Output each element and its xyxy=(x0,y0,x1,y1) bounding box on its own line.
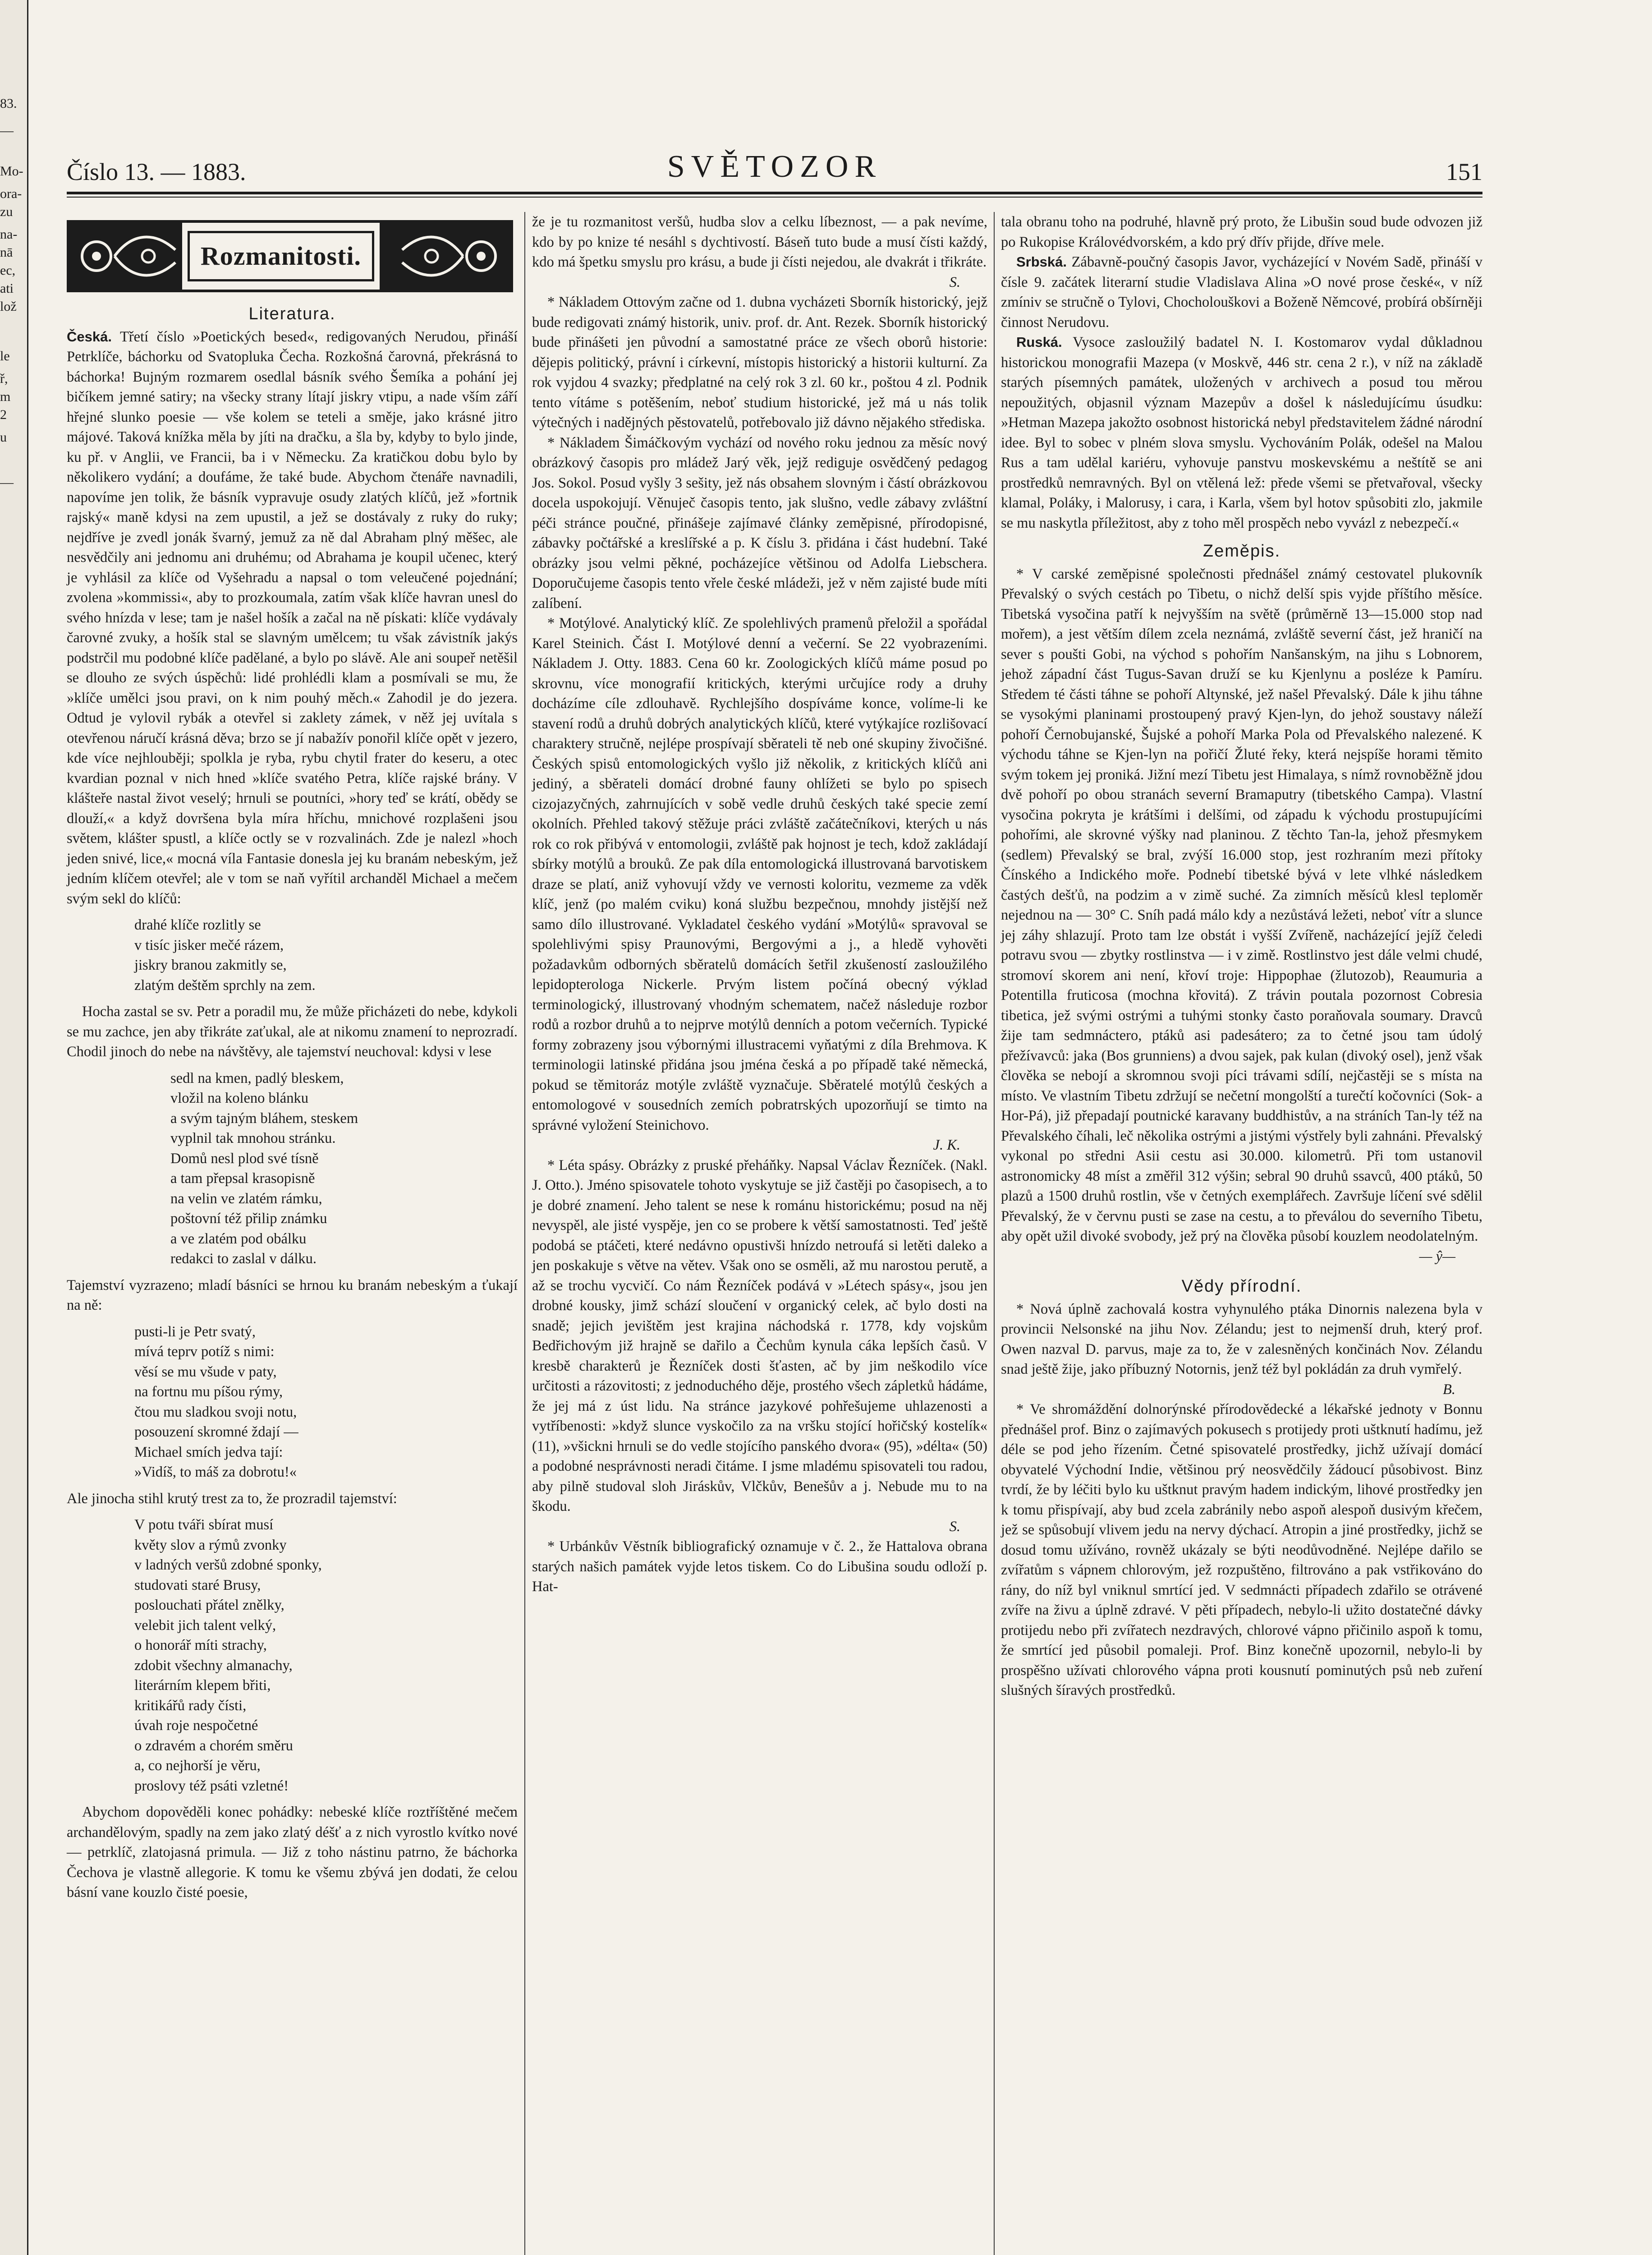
section-banner xyxy=(67,220,513,292)
edge-fragment: — xyxy=(0,475,14,490)
poem-line: proslovy též psáti vzletné! xyxy=(134,1777,289,1794)
edge-fragment: ř, xyxy=(0,371,8,386)
poem-block xyxy=(67,1515,518,1796)
article-lead: Ruská. xyxy=(1016,334,1062,350)
edge-fragment: lož xyxy=(0,299,17,314)
floral-ornament-icon xyxy=(380,223,510,290)
article-text: Vysoce zasloužilý badatel N. I. Kostomarov vydal důkladnou historickou monografii Mazepa (v Moskvě, 446 str. cena 2 r.), v níž na základě starých písemných památek, uložených v archivech a posud tou měrou nepoužitých, objasnil význam Mazepův a došel k následujícímu úsudku: »Hetman Mazepa jakožto osobnost historická nebyl představitelem žádné národní idee. Byl to sobec v plném slova smyslu. Vychováním Polák, odešel na Malou Rus a tam udělal kariéru, vyhovuje panstvu moskevskému a neštítě se ani prostředků nemravných. Byl on vtělená lež: přede všemi se přetvařoval, všecky klamal, Poláky, i Malorusy, i cara, i Karla, všem byl hotov spůsobiti zlo, jakmile se mu naskytla příležitost, aby z toho měl prospěch nebo vyvázl z nebezpečí.« xyxy=(1001,334,1482,531)
poem-line: V potu tváři sbírat musí xyxy=(134,1517,274,1533)
newspaper-page xyxy=(45,0,1652,2255)
author-signature: — ŷ— xyxy=(1419,1248,1455,1265)
poem-line: »Vidíš, to máš za dobrotu!« xyxy=(134,1464,297,1480)
poem-line: Michael smích jedva tají: xyxy=(134,1444,283,1460)
edge-fragment: nā xyxy=(0,245,13,260)
edge-fragment: na- xyxy=(0,227,18,242)
poem-line: Domů nesl plod své tísně xyxy=(170,1150,319,1167)
section-heading-zemepis: Zeměpis. xyxy=(1202,542,1281,561)
article-sbornik: * Nákladem Ottovým začne od 1. dubna vycházeti Sborník historický, jejž bude redigovati známý historik, univ. prof. dr. Ant. Rezek. Sborník historický bude přinášeti jen původní a samostatné práce ze všech oborů historie: dějepis politický, právní i církevní, místopis historický a historii kulturní. Za rok vyjdou 4 svazky; předplatné na celý rok 3 zl. 60 kr., poštou 4 zl. Podnik tento vítáme s potěšením, neboť studium historické, jež má u nás tolik výtečných i nadějných pěstovatelů, potřebovalo již dávno nějakého střediska. xyxy=(532,294,987,431)
author-signature: S. xyxy=(949,1518,960,1535)
edge-fragment: — xyxy=(0,123,14,138)
section-title: Rozmanitosti. xyxy=(188,231,374,281)
poem-line: a, co nejhorší je věru, xyxy=(134,1758,261,1774)
article-text: Třetí číslo »Poetických besed«, redigovaných Nerudou, přináší Petrklíče, báchorku od Svatopluka Čecha. Rozkošná čarovná, překrásná to báchorka! Bujným rozmarem osedlal básník svého Šemíka a pohání jej bičíkem jemné satiry; na všecky strany lítají jiskry vtipu, a nade vším září hřejné slunko poesie — vše kolem se teteli a směje, jako krásné jitro májové. Taková knížka měla by jíti na dračku, a šla by, kdyby to bylo jinde, ku př. v Anglii, ve Francii, ba i v Německu. Za kratičkou dobu bylo by několikero vydání; a doufáme, že také bude. Abychom čtenáře navnadili, napovíme jen tolik, že básník vypravuje osudy zlatých klíčů, jež »fortnik rajský« maně kdysi na zem upustil, a jež se dostávaly z ruky do ruky; nejdříve je zvedl jonák švarný, jemuž za ně dal Abraham plný měšec, ale nesvědčily ani jednomu ani druhému; od Abrahama je koupil učenec, který je vyhlásil za klíče od Vyšehradu a napsal o tom veleučené pojednání; zvolena »kommissi«, aby to prozkoumala, zatím však klíče havran unesl do svého hnízda v lese; tam je našel hošík a začal na ně pískati: klíče vydávaly čarovné zvuky, a hošík stal se slavným umělcem; tu však závistník jakýs podstrčil mu podobné klíče padělané, a bylo po slávě. Ale ani soupeř netěšil se dlouho ze svých úspěchů: lidé prohlédli klam a posmívali se mu, že »klíče umělci jsou pravi, on k nim pouhý měch.« Zahodil je do jezera. Odtud je vylovil rybák a otevřel si zaklety zámek, v něž jej uvítala s otevřenou náručí krásná děva; brzo se jí nabažív ponořil klíče opět v jezero, kde více nejhlouběji; spolkla je ryba, rybu chytil frater do keseru, a otec kvardian poznal v nich hned »klíče svatého Petra, klíče rajské brány. V klášteře nastal život veselý; hrnuli se poutníci, »hory teď se krátí, obědy se dlouží,« a když dovršena byla míra hříchu, mnichové rozplašeni jsou světem, klášter spustl, a klíče octly se v rozvalinách. Zde je nalezl »hoch jeden snivé, lice,« mocná víla Fantasie donesla jej ku branám nebeským, jež jedním klíčem otevřel; ale v tom se naň vyřítil archanděl Michael a mečem svým sekl do klíčů: xyxy=(67,328,518,907)
page-number: 151 xyxy=(1446,158,1482,185)
edge-fragment: m xyxy=(0,389,11,404)
column-1 xyxy=(67,212,518,1903)
masthead-title: SVĚTOZOR xyxy=(667,149,882,184)
poem-block xyxy=(67,1322,518,1482)
author-signature: B. xyxy=(1443,1381,1455,1398)
poem-line: jiskry branou zakmitly se, xyxy=(134,957,287,973)
poem-line: a ve zlatém pod obálku xyxy=(170,1230,307,1247)
poem-line: věsí se mu všude v paty, xyxy=(134,1363,277,1380)
article-srbska xyxy=(1001,252,1482,332)
column-divider xyxy=(524,212,525,2255)
paragraph: tala obranu toho na podruhé, hlavně prý proto, že Libušin soud bude odvozen již po Rukopise Královédvorském, a kdo prý dřív přijde, dříve mele. xyxy=(1001,214,1482,250)
section-heading-literatura: Literatura. xyxy=(248,304,336,323)
edge-fragment: ora- xyxy=(0,186,22,201)
article-ceska xyxy=(67,327,518,909)
poem-line: kritikářů rady čísti, xyxy=(134,1697,247,1714)
article-dinornis: * Nová úplně zachovalá kostra vyhynulého ptáka Dinornis nalezena byla v provincii Nelsonské na jihu Nov. Zélandu; jest to nejmenší druh, který prof. Owen nazval D. parvus, maje za to, že v zalesněných končinách Nov. Zélandu snad ještě žije, jako příbuzný Notornis, jenž též byl pokládán za druh vymřelý. xyxy=(1001,1301,1482,1377)
poem-line: vyplnil tak mnohou stránku. xyxy=(170,1130,336,1146)
section-heading-vedy: Vědy přírodní. xyxy=(1181,1277,1302,1296)
paragraph: Abychom dopověděli konec pohádky: nebeské klíče roztříštěné mečem archandělovým, spadly na zem jako zlatý déšť a z nich vyrostlo kvítko nové — petrklíč, zlatojasná primula. — Již z toho nástinu patrno, že báchorka Čechova je vlastně allegorie. K tomu ke všemu zbývá jen dodati, že celou básní vane kouzlo čisté poesie, xyxy=(67,1804,518,1901)
article-vestnik: * Urbánkův Věstník bibliografický oznamuje v č. 2., že Hattalova obrana starých našich památek vyjde letos tiskem. Co do Libušina soudu odloží p. Hat- xyxy=(532,1538,987,1595)
edge-fragment: 83. xyxy=(0,96,17,111)
poem-line: o honorář míti strachy, xyxy=(134,1637,267,1653)
author-signature: J. K. xyxy=(933,1137,960,1153)
poem-block xyxy=(67,915,518,995)
article-tibet: * V carské zeměpisné společnosti přednášel známý cestovatel plukovník Převalský o svých cestách po Tibetu, o nichž delší spis vyjde příštího měsíce. Tibetská vysočina patří k nejvyšším na světě (průměrně 13—15.000 stop nad mořem), a jest větším dílem zcela neznámá, zvláště severní část, jež hraničí na sever s poušti Gobi, na východ s pohořím Nanšanským, na jihu s Lobnorem, jehož západní část Tugus-Savan druží se ku Kjenlynu a posléze k Pamíru. Středem té části táhne se pohoří Altynské, jež našel Převalský. Dále k jihu táhne se vysokými planinami prostoupený pravý Kjen-lyn, do jehož soustavy náleží pohoří Černobujanské, Šujské a pohoří Marka Pola od Převalského nalezené. K východu táhne se Kjen-lyn na pořičí Žluté řeky, která nejspíše horami těmito svým tokem jej proniká. Jižní mezí Tibetu jest Himalaya, s nímž rovnoběžně jdou dvě pohoří po obou stranách severní Bramaputry (tibetského Campa). Vlastní vysočina pokryta je krátšími i delšími, od západu k východu prostupujícími pohořími, ale skrovné výšky nad planinou. Z těchto Tan-la, jehož přesmykem (sedlem) Převalský se bral, zvýší 16.000 stop, jest rozhraním mezi přítoky Čínského a Indického moře. Podnebí tibetské bývá v lete vlhké následkem častých dešťů, na podzim a v zimě suché. Za zimních měsíců klesl teploměr nejednou na — 30° C. Sníh padá málo kdy a nezůstává ležeti, neboť vítr a slunce jej záhy shlazují. Proto tam lze obstát i vyšší Zvířeně, nacházející jejíž čeledi potravu svou — zbytky rostlinstva — i v zimě. Rostlinstvo jest dále velmi chudé, stromoví skorem ani není, křoví troje: Hippophae (žlutozob), Reaumuria a Potentilla fruticosa (mochna křovitá). Z trávin poutala pozornost Cobresia tibetica, jež svými ostrými a tuhými stonky často poraňovala soumary. Dravců žije tam sedmnácterо, ptáků asi padesátero; za to četné jsou tam údolý přežívavců: jaka (Bos grunniens) a dvou sajek, pak kulan (divoký osel), jenž však člověka se nebojí a skromnou svoji píci trávami sdílí, nejčastěji se s místa na místo. Ve vlastním Tibetu zdržují se nečetní mongolští a turečtí kočovníci (Sok- a Hor-Pá), již přepadají poutnické karavany buddhistův, a na stráních Tan-ly též na Převalského číhali, leč několika ostrými a jistými výstřely byli zahnáni. Převalský vykonal po středni Asii cestu asi 30.000. kilometrů. Při tom ustanovil astronomicky 48 míst a změřil 312 výšin; sebral 90 druhů ssavců, 400 ptáků, 50 plazů a 1500 druhů rostlin, vše v četných exemplářech. Završuje líčení své sdělil Převalský, že v červnu pusti se zase na cestu, a to převálou do severního Tibetu, aby opět užil divoké svobody, jež prý na člověka působí kouzlem neodolatelným. xyxy=(1001,566,1482,1244)
author-signature: S. xyxy=(949,274,960,290)
column-divider xyxy=(994,212,995,2255)
header-rule-thin xyxy=(67,197,1482,198)
poem-line: úvah roje nespočetné xyxy=(134,1717,258,1734)
poem-line: na fortnu mu píšou rýmy, xyxy=(134,1384,283,1400)
article-text: Zábavně-poučný časopis Javor, vycházející v Novém Sadě, přináší v čísle 9. začátek literarní studie Vladislava Alina »O nové prose české«, v níž zmíniv se stručně o Tylovi, Chocholouškovi a Boženě Němcové, probírá obšírněji činnost Nerudovu. xyxy=(1001,254,1483,331)
poem-line: o zdravém a chorém směru xyxy=(134,1737,293,1754)
column-3 xyxy=(1001,212,1482,1701)
edge-fragment: zu xyxy=(0,204,13,219)
poem-line: studovati staré Brusy, xyxy=(134,1577,261,1593)
poem-line: a tam přepsal krasopisně xyxy=(170,1170,315,1187)
page-header xyxy=(67,149,1482,198)
poem-block xyxy=(67,1068,518,1269)
edge-fragment: Mo- xyxy=(0,164,23,179)
issue-number: Číslo 13. — 1883. xyxy=(67,158,246,185)
article-ruska xyxy=(1001,332,1482,533)
poem-line: mívá teprv potíž s nimi: xyxy=(134,1344,275,1360)
poem-line: velebit jich talent velký, xyxy=(134,1617,276,1634)
poem-line: zdobit všechny almanachy, xyxy=(134,1657,293,1674)
paragraph: že je tu rozmanitost veršů, hudba slov a celku líbeznost, — a pak nevíme, kdo by po knize té nesáhl s dychtivostí. Báseň tuto bude a musí čísti každý, kdo má špetku smyslu pro krásu, a bude ji čísti nejedou, ale dvakrát i třikráte. xyxy=(532,214,987,270)
poem-line: pusti-li je Petr svatý, xyxy=(134,1323,256,1340)
edge-fragment: u xyxy=(0,430,7,445)
poem-line: sedl na kmen, padlý bleskem, xyxy=(170,1070,344,1086)
poem-line: posouzení skromné ždají — xyxy=(134,1424,298,1440)
edge-fragment: ati xyxy=(0,281,14,296)
header-rule xyxy=(67,192,1482,194)
article-binz: * Ve shromáždění dolnorýnské přírodovědecké a lékařské jednoty v Bonnu přednášel prof. Binz o zajímavých pokusech s protijedy proti uštknutí hadímu, jež déle se pod jeho řízením. Četné spisovatelé prostředky, jichž užívají domácí obyvatelé Východní Indie, většinou prý neosvědčily žádoucí působivost. Binz tvrdí, že by léčiti bylo ku uštknut pravým hadem indickým, lihové prostředky jen k tomu přispívají, aby bud zcela zabránily nebo aspoň alespoň dusivým křečem, jež se spůsobují vlivem jedu na nervy dýchací. Atropin a jiné prostředky, jichž se dosud tomu užíváno, rovněž ukázaly se býti neodůvodněné. Nejlépe dařilo se zvířatům s vápnem chlorovým, jež rozpuštěno, filtrováno a pak vstřikováno do rány, do níž byl vniknul smrtící jed. V sedmnácti případech zdařilo se otrávené zvíře na živu a úplně zdravé. V pěti případech, nebylo-li užito dostatečné dávky protijedu nebo při zvířatech nezdravých, chlorové vápno přičinilo aspoň k tomu, že smrtící jed působil pomaleji. Prof. Binz konečně upozornil, nebylo-li by prospěšno užívati chlorového vápna proti kousnutí pominutých psů neb zuření slušných šíravých prostředků. xyxy=(1001,1401,1482,1698)
poem-line: poslouchati přátel znělky, xyxy=(134,1597,285,1613)
paragraph: Ale jinocha stihl krutý trest za to, že prozradil tajemství: xyxy=(67,1490,397,1507)
poem-line: čtou mu sladkou svoji notu, xyxy=(134,1404,297,1420)
edge-fragment: le xyxy=(0,349,10,364)
article-lead: Srbská. xyxy=(1016,254,1067,270)
poem-line: poštovní též přilip známku xyxy=(170,1210,327,1227)
paragraph: Tajemství vyzrazeno; mladí básníci se hrnou ku branám nebeským a ťukají na ně: xyxy=(67,1277,518,1313)
poem-line: redakci to zaslal v dálku. xyxy=(170,1251,317,1267)
poem-line: v ladných veršů zdobné sponky, xyxy=(134,1557,322,1573)
poem-line: na velin ve zlatém rámku, xyxy=(170,1190,322,1207)
floral-ornament-icon xyxy=(69,223,182,290)
column-2 xyxy=(532,212,987,1597)
edge-fragment: ec, xyxy=(0,263,16,278)
paragraph: Hocha zastal se sv. Petr a poradil mu, že může přicházeti do nebe, kdykoli se mu zachce, jen aby třikráte zaťukal, ale at nikomu znamení to neprozradí. Chodil jinoch do nebe na návštěvy, ale tajemství neuchoval: kdysi v lese xyxy=(67,1003,518,1060)
poem-line: literárním klepem břiti, xyxy=(134,1677,271,1694)
article-jary-vek: * Nákladem Šimáčkovým vychází od nového roku jednou za měsíc nový obrázkový časopis pro mládež Jarý věk, jejž rediguje osvědčený pedagog Jos. Sokol. Posud vyšly 3 sešity, jež nás obsahem slovným i částí obrázkovou docela uspokojují. Věnuječ časopis tento, jak slušno, vedle zábavy zvláštní péči stránce poučné, přinášeje zajímavé články zeměpisné, přírodopisné, zábavky počtářské a kreslířské a p. K číslu 3. přidána i část hudební. Také obrázky jsou velmi pěkné, pocházejíce většinou od Adolfa Liebschera. Doporučujeme časopis tento vřele české mládeži, jež v něm zajisté bude míti zalíbení. xyxy=(532,434,987,612)
poem-line: v tisíc jisker mečé rázem, xyxy=(134,937,284,953)
previous-page-edge xyxy=(0,0,28,2255)
poem-line: a svým tajným bláhem, steskem xyxy=(170,1110,358,1127)
edge-fragment: 2 xyxy=(0,407,7,422)
poem-line: květy slov a rýmů zvonky xyxy=(134,1537,287,1553)
article-motylove: * Motýlové. Analytický klíč. Ze spolehlivých pramenů přeložil a spořádal Karel Steinich. Část I. Motýlové denní a večerní. Se 22 vyobrazeními. Nákladem J. Otty. 1883. Cena 60 kr. Zoologických klíčů máme posud po skrovnu, více monografií kritických, kterými určujíce rody a druhy docházíme cíle zdlouhavě. Rychlejšího dospíváme konce, volíme-li ke stavení rodů a druhů dobrých analytických klíčů, které vytýkajíce rozlišovací charaktery stručně, nejlépe prospívají sběrateli tě neb oné skupiny živočišné. Českých spisů entomologických vyšlo již několik, z kritických klíčů ani jediný, a sběrateli domácí drobné fauny ohlížeti se bylo po spisech cizojazyčných, zahrnujících v sobě vedle druhů českých také specie zemí okolních. Přehled takový stěžuje práci zvláště začátečníkovi, kterých u nás rok co rok přibývá v entomologii, zvláště pak hojnost je tech, kdož zakládají sbírky motýlů a brouků. Ze pak díla entomologická illustrovaná barvotiskem draze se platí, aniž vyhovují vždy ve vernosti koloritu, vezmeme za vděk klíč, jenž (po malém cviku) koná službu bezpečnou, mnohdy jistější než samo dílo illustrované. Vykladatel českého vydání »Motýlů« spravoval se spolehlivými spisy Praunovými, Bergovými a j., a hledě vyhověti požadavkům odborných sběratelů domácích šetřil zkušeností zasloužilého lepidopterologa Nickerle. Prvým listem počíná obecný výklad terminologický, illustrovaný vhodným schematem, načež následuje rozbor rodů a rozbor druhů a to nejprve motýlů denních a potom večerních. Typické formy zobrazeny jsou výbornými illustracemi vyňatými z díla Brehmova. K terminologii latinské přidána jsou jména česká a po případě také německá, pokud se těmitoráz motýle zvláště vyznačuje. Sběratelé motýlů českých a entomologové v sousedních zemích pobratrských upozorňují se timto na správné vyložení Steinichovo. xyxy=(532,615,987,1133)
poem-line: zlatým deštěm sprchly na zem. xyxy=(134,977,316,994)
article-lead: Česká. xyxy=(67,328,112,345)
poem-line: vložil na koleno blánku xyxy=(170,1090,308,1106)
poem-line: drahé klíče rozlitly se xyxy=(134,917,261,933)
article-leta-spasy: * Léta spásy. Obrázky z pruské přeháňky. Napsal Václav Řezníček. (Nakl. J. Otto.). Jméno spisovatele tohoto vyskytuje se již častěji po časopisech, a to je dobré znamení. Jeho talent se nese k románu historickému; posud na něj nevyspěl, ale jisté vyspěje, jen co se probere k větší samostatnosti. Teď ještě podobá se ptáčeti, které nedávno opustivši hnízdo netroufá si letěti daleko a jen poskakuje s větve na větev. Však ono se osměli, až mu narostou perutě, a až se trochu vycvičí. Co nám Řezníček podává v »Létech spásy«, jsou jen drobné kousky, jimž schází sloučení v organický celek, ač bylo dosti na snadě; jejich jevištěm jest krajina náchodská r. 1778, kdy vojskům Bedřichovým již hrajně se dařilo a Čechům kynula cáka lepších časů. V kresbě charakterů je Řezníček dosti šťasten, ač by jim neškodilo více určitosti a rázovitosti; z jednoduchého děje, prostého všech zápletků hádáme, že jej má z úst lidu. Na stránce jazykové pohřešujeme uhlazenosti a vytříbenosti: »když slunce vyskočilo za na vršku stojící hořičský kostelík« (11), »všickni hrnuli se do vedle stojícího panského dvora« (95), »délta« (50) a podobné nesprávnosti neradi čitáme. I jsme mladému spisovateli tou radou, aby pilně studoval sloh Jiráskův, Vlčkův, Benešův a j. Nebude mu to na škodu. xyxy=(532,1157,987,1514)
